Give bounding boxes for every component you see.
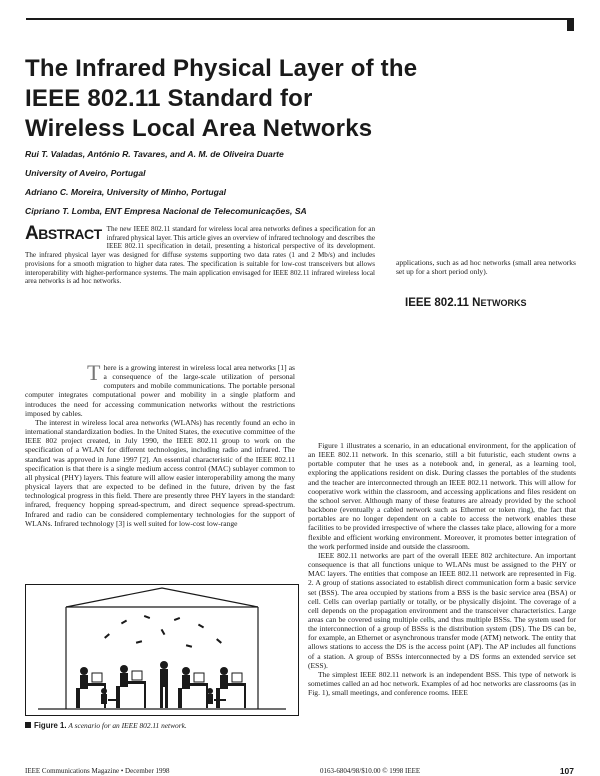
right-column xyxy=(308,441,576,697)
author-line-1: Rui T. Valadas, António R. Tavares, and A. M. de Oliveira Duarte xyxy=(25,149,284,159)
scenario-paragraph: Figure 1 illustrates a scenario, in an educational environment, for the application of an IEEE 802.11 network. In this scenario, still a bit futuristic, each student owns a portable computer that he uses as a notebook and, in general, as a learning tool, exploring the applications resident on disk. During classes the portables of the students and the teacher are interconnected through an IEEE 802.11 network. This will allow for cooperative work within the classroom, and accessing applications and files resident on the school server. Although many of these features are already provided by the school backbone (eventually a cabled network such as Ethernet or token ring), the fact that portables are no longer dependent on a cable to access the network enables these facilities to be provided irrespective of where the classes take place, allowing for a more flexible and efficient working environment. Moreover, it promotes better integration of the work performed inside and outside the classroom. xyxy=(308,441,576,551)
caption-label: Figure 1. xyxy=(34,721,67,730)
teacher xyxy=(160,661,168,708)
abstract-heading-rest: BSTRACT xyxy=(38,226,102,242)
intro-indented-text: here is a growing interest in wireless local area networks [1] as a consequence of the large-scale xyxy=(103,363,295,382)
right-top-continuation: applications, such as ad hoc networks (small area networks set up for a short period only). xyxy=(396,258,576,277)
intro-paragraph xyxy=(25,360,295,418)
classroom-illustration xyxy=(26,585,298,715)
left-column xyxy=(25,360,295,528)
footer-journal: IEEE Communications Magazine • December 1998 xyxy=(25,767,170,775)
author-line-4: Cipriano T. Lomba, ENT Empresa Nacional de Telecomunicações, SA xyxy=(25,206,307,216)
wlan-paragraph: The interest in wireless local area networks (WLANs) has recently found an echo in international standardization bodies. In the United States, the executive committee of the IEEE 802 project created, in July 1990, the IEEE 802.11 group to work on the specification of a WLAN for different technologies, including radio and infrared. The standard was approved in June 1997 [2]. An essential characteristic of the IEEE 802.11 specification is that there is a single medium access control (MAC) sublayer common to all physical (PHY) layers. This feature will allow easier interoperability among the many physical layers that are expected to be defined in the future, driven by the fast technological progress in this field. There are presently three PHY layers in the standard: infrared, frequency hopping spread-spectrum, and direct sequence spread-spectrum. Infrared and radio can be considered complementary technologies for the support of WLANs. Infrared technology [3] is well suited for low-cost low-range xyxy=(25,417,295,528)
author-line-3: Adriano C. Moreira, University of Minho, Portugal xyxy=(25,187,227,197)
adhoc-paragraph: The simplest IEEE 802.11 network is an independent BSS. This type of network is sometimes called an ad hoc network. Examples of ad hoc networks are classrooms (as in Fig. 1), small meetings, and conference rooms. IEEE xyxy=(308,669,576,698)
drop-cap: T xyxy=(87,360,101,385)
title-line-2: IEEE 802.11 Standard for xyxy=(25,85,313,112)
section-heading-rest: ETWORKS xyxy=(480,298,527,308)
student-4 xyxy=(216,667,246,708)
figure-caption xyxy=(25,721,187,730)
section-heading-main: IEEE 802.11 N xyxy=(405,297,481,309)
intro-text: utilization of personal computers and mobile communications. The portable personal computer integrates computational power and mobility in a single platform and introduces the need for accessing communication networks without the restrictions imposed by cables. xyxy=(25,372,295,418)
page-number: 107 xyxy=(559,766,574,776)
title-line-3: Wireless Local Area Networks xyxy=(25,115,373,142)
page-footer xyxy=(25,767,574,775)
title-line-1: The Infrared Physical Layer of the xyxy=(25,55,418,82)
top-rule xyxy=(26,18,574,20)
author-line-2: University of Aveiro, Portugal xyxy=(25,168,146,178)
author-block xyxy=(25,145,445,221)
caption-marker xyxy=(25,722,31,728)
caption-text: A scenario for an IEEE 802.11 network. xyxy=(68,721,187,730)
abstract-heading xyxy=(25,225,102,243)
student-3 xyxy=(178,667,208,708)
infrared-signals xyxy=(104,615,222,648)
figure-classroom-scenario xyxy=(25,584,299,716)
roof-line xyxy=(66,588,258,607)
abstract-heading-initial: A xyxy=(25,223,39,244)
footer-copyright: 0163-6804/98/$10.00 © 1998 IEEE xyxy=(320,767,421,775)
student-2 xyxy=(116,665,146,708)
abstract-text: The new IEEE 802.11 standard for wireless local area networks defines a specification for an infrared physical layer. This article gives an overview of infrared technology and describes the IEEE 802.11 specification in detail, presenting a historical perspective of its development. The infrared physical layer was designed for diffuse systems supporting two data rates (1 and 2 Mb/s) and includes provisions for a smooth migration to higher data rates. The specification is suitable for low-cost transceivers but allows interoperability with higher-performance systems. The main application envisaged for IEEE 802.11 infrared wireless local area networks is ad hoc networks. xyxy=(25,225,375,286)
article-title xyxy=(25,54,505,144)
students xyxy=(76,661,246,708)
section-heading xyxy=(405,297,526,309)
top-rule-marker xyxy=(567,18,574,31)
architecture-paragraph: IEEE 802.11 networks are part of the overall IEEE 802 architecture. An important consequence is that all functions unique to WLANs must be assigned to the PHY or MAC layers. The entities that compose an IEEE 802.11 network are represented in Fig. 2. A group of stations associated to establish direct communication form a basic service set (BSS). The area occupied by stations from a BSS is the basic service area (BSA) or cell. Cells can overlap partially or totally, or be physically disjoint. The coverage of a cell depends on the propagation environment and the transceiver characteristics. Large areas can be covered using multiple cells, and thus multiple BSSs. The system used for the interconnection of a group of BSSs is the distribution system (DS). The DS can be, for example, an Ethernet or asynchronous transfer mode (ATM) network. The entity that allows stations to access the DS is the access point (AP). The AP includes all functions of a station. A group of BSSs interconnected by a DS forms an extended service set (ESS). xyxy=(308,550,576,670)
abstract xyxy=(25,225,375,286)
